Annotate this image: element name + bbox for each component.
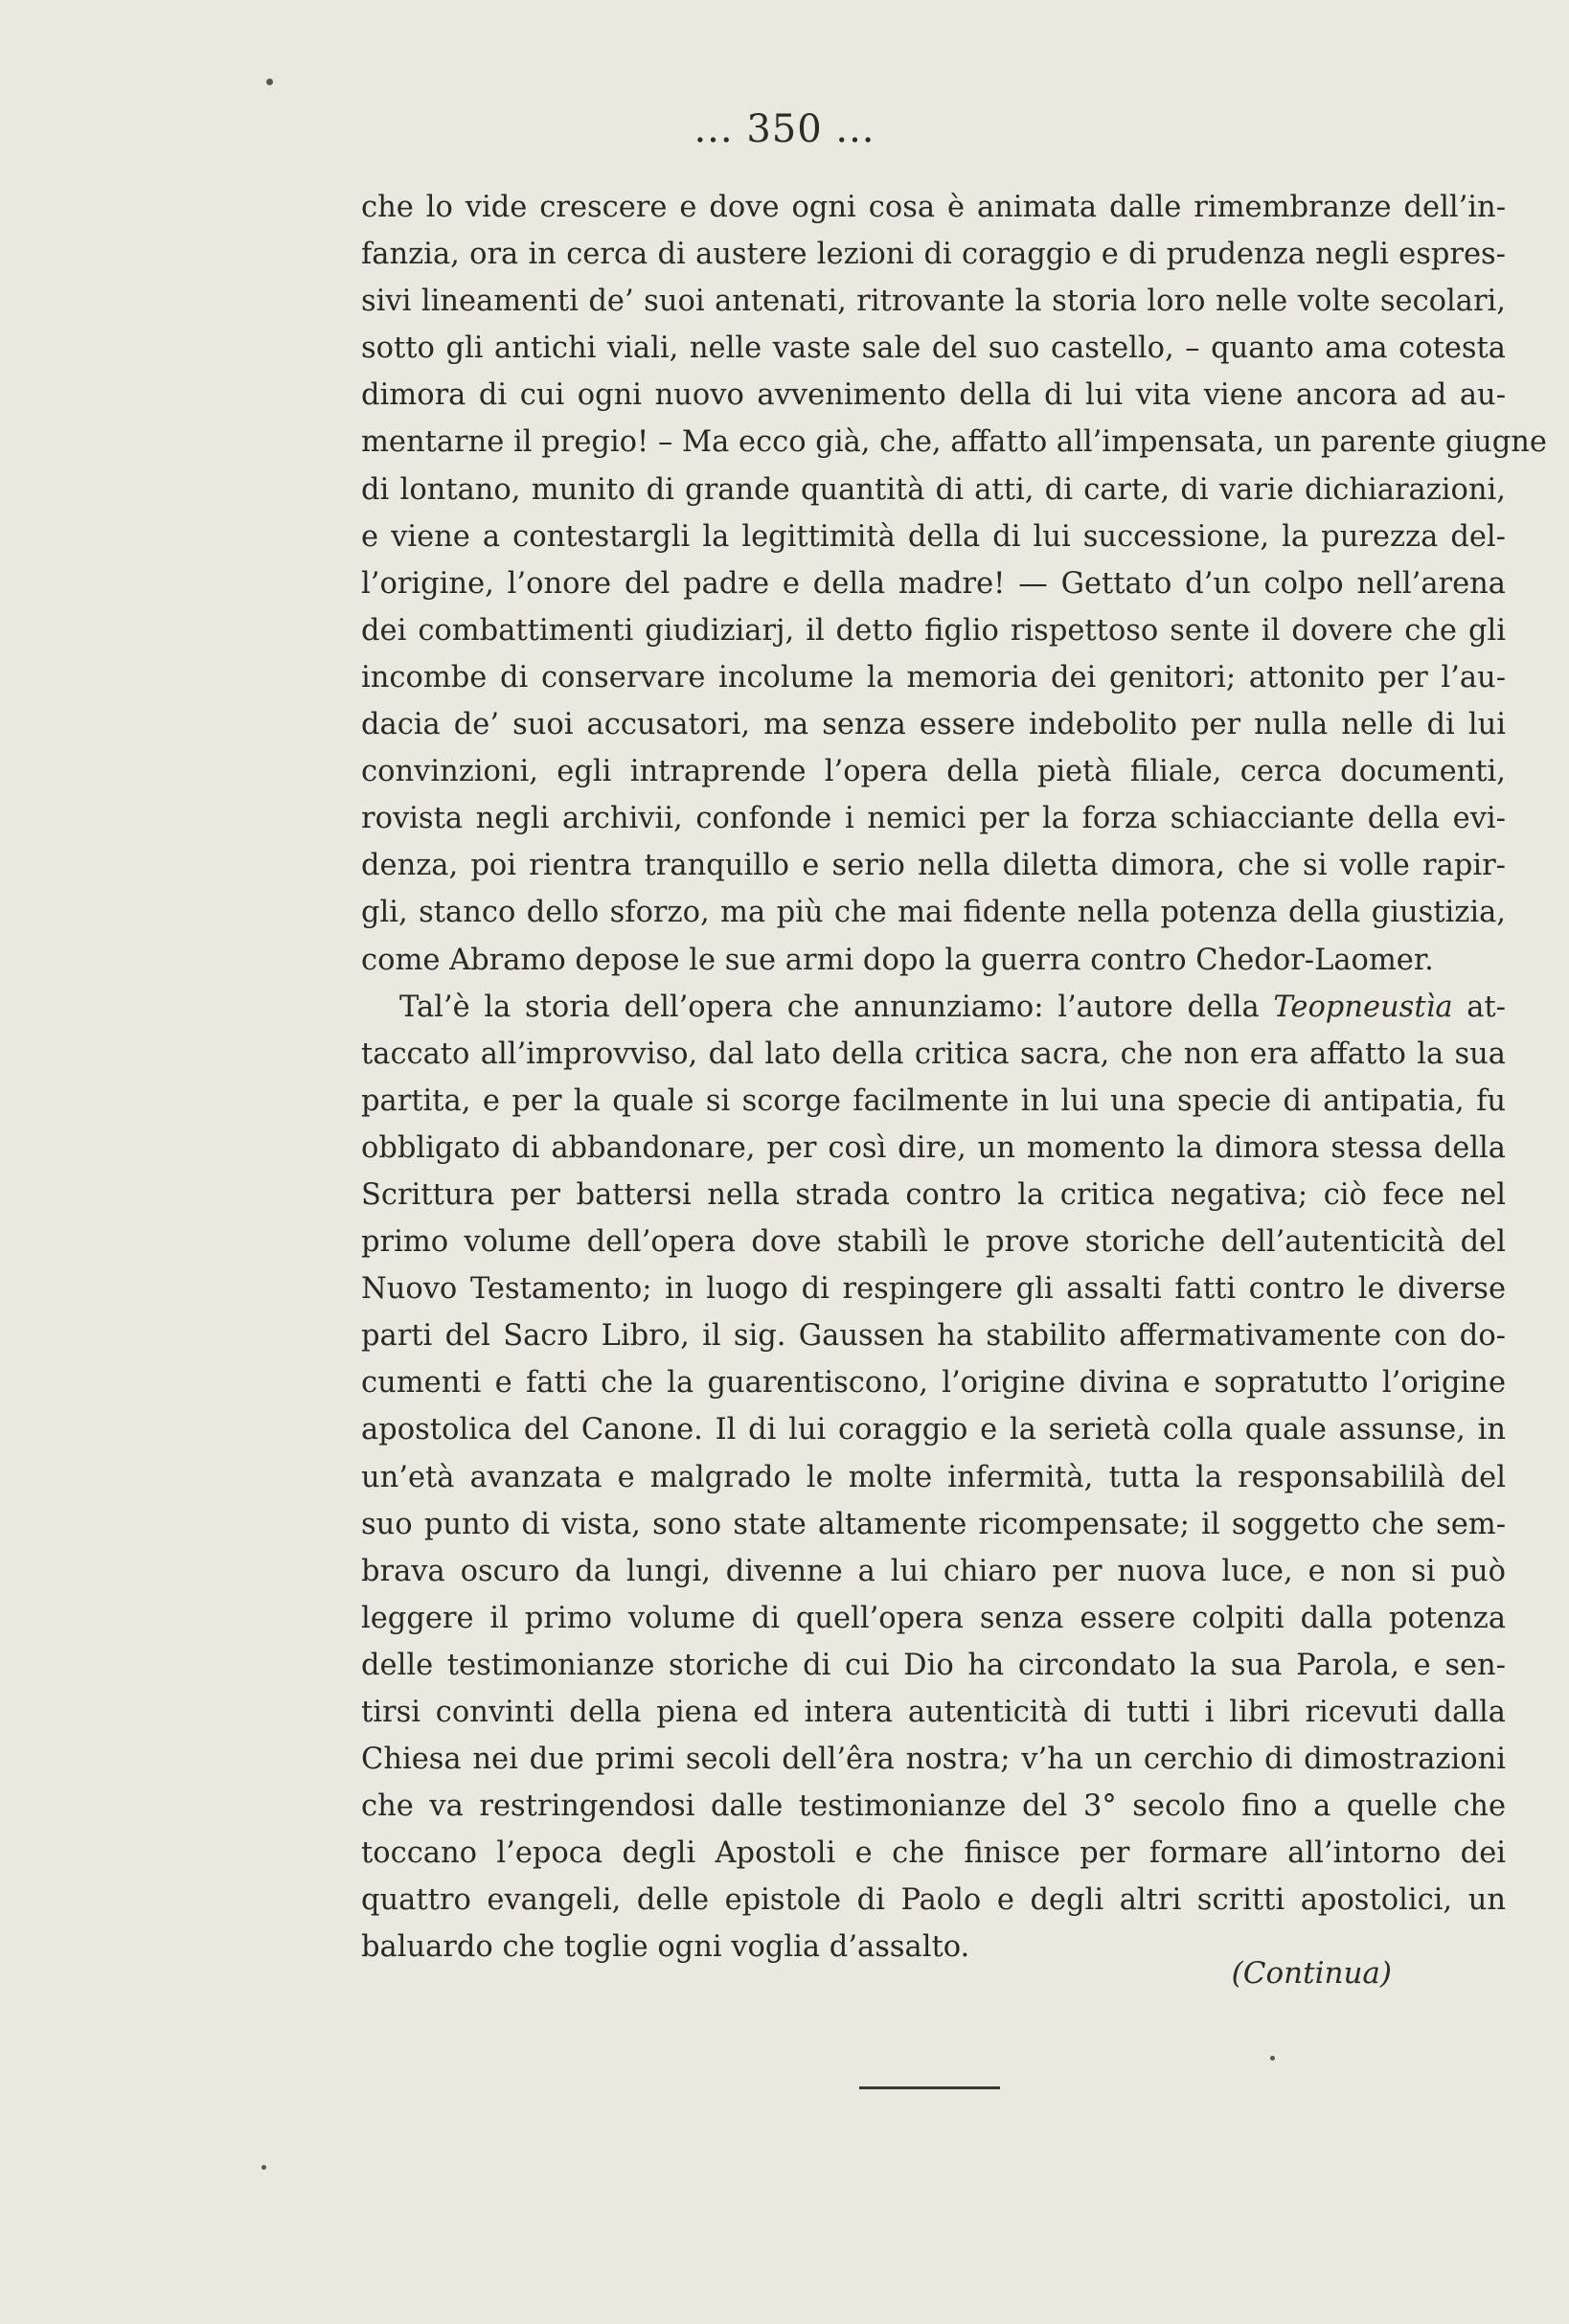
paragraph-1	[361, 184, 1547, 984]
book-title-italic: Teopneustìa	[1273, 990, 1453, 1024]
text-line: mentarne il pregio! – Ma ecco già, che, affatto all’impensata, un parente giugne	[361, 425, 1547, 460]
text-line: cumenti e fatti che la guarentiscono, l’origine divina e sopratutto l’origine	[361, 1366, 1506, 1401]
text-line: sivi lineamenti de’ suoi antenati, ritrovante la storia loro nelle volte secolari,	[361, 285, 1506, 319]
text-line: rovista negli archivii, confonde i nemici per la forza schiacciante della evi-	[361, 802, 1506, 836]
text-line: quattro evangeli, delle epistole di Paolo e degli altri scritti apostolici, un	[361, 1883, 1506, 1918]
text-line: di lontano, munito di grande quantità di atti, di carte, di varie dichiarazioni,	[361, 472, 1506, 507]
text-line: come Abramo depose le sue armi dopo la guerra contro Chedor-Laomer.	[361, 943, 1434, 977]
text-line: apostolica del Canone. Il di lui coraggio e la serietà colla quale assunse, in	[361, 1413, 1506, 1447]
text-line: Scrittura per battersi nella strada contro la critica negativa; ciò fece nel	[361, 1177, 1506, 1212]
text-line: Nuovo Testamento; in luogo di respingere gli assalti fatti contro le diverse	[361, 1272, 1506, 1307]
text-line: un’età avanzata e malgrado le molte infermità, tutta la responsabililà del	[361, 1460, 1506, 1494]
text-line: che lo vide crescere e dove ogni cosa è animata dalle rimembranze dell’in-	[361, 191, 1506, 224]
text-line: convinzioni, egli intraprende l’opera della pietà filiale, cerca documenti,	[361, 755, 1506, 789]
text-line: leggere il primo volume di quell’opera senza essere colpiti dalla potenza	[361, 1601, 1506, 1635]
text-line: suo punto di vista, sono state altamente ricompensate; il soggetto che sem-	[361, 1507, 1506, 1541]
text-line: che va restringendosi dalle testimonianze del 3° secolo fino a quelle che	[361, 1789, 1506, 1824]
text-line: dei combattimenti giudiziarj, il detto figlio rispettoso sente il dovere che gli	[361, 613, 1506, 648]
text-line: denza, poi rientra tranquillo e serio nella diletta dimora, che si volle rapir-	[361, 849, 1506, 883]
text-line: taccato all’improvviso, dal lato della critica sacra, che non era affatto la sua	[361, 1037, 1506, 1071]
text-line: gli, stanco dello sforzo, ma più che mai fidente nella potenza della giustizia,	[361, 896, 1506, 930]
text-line: sotto gli antichi viali, nelle vaste sale del suo castello, – quanto ama cotesta	[361, 331, 1506, 366]
ink-speck	[1270, 2056, 1275, 2061]
text-line: dimora di cui ogni nuovo avvenimento della di lui vita viene ancora ad au-	[361, 378, 1506, 413]
text-line: primo volume dell’opera dove stabilì le prove storiche dell’autenticità del	[361, 1225, 1506, 1260]
text-fragment: Tal’è la storia dell’opera che annunziamo: l’autore della	[399, 990, 1274, 1024]
text-line: Chiesa nei due primi secoli dell’êra nostra; v’ha un cerchio di dimostrazioni	[361, 1743, 1506, 1777]
ink-speck	[262, 2165, 266, 2170]
text-line: obbligato di abbandonare, per così dire, un momento la dimora stessa della	[361, 1130, 1506, 1165]
paragraph-2	[361, 984, 1506, 1971]
text-line-first	[361, 984, 1506, 1031]
page-number: ... 350 ...	[694, 107, 875, 151]
section-rule	[859, 2086, 1000, 2089]
text-line: delle testimonianze storiche di cui Dio ha circondato la sua Parola, e sen-	[361, 1648, 1506, 1682]
text-line: partita, e per la quale si scorge facilmente in lui una specie di antipatia, fu	[361, 1083, 1506, 1118]
continued-note: (Continua)	[1231, 1956, 1392, 1991]
text-line: l’origine, l’onore del padre e della madre! — Gettato d’un colpo nell’arena	[361, 566, 1506, 601]
text-line: baluardo che toglie ogni voglia d’assalto.	[361, 1930, 970, 1965]
text-line: dacia de’ suoi accusatori, ma senza essere indebolito per nulla nelle di lui	[361, 708, 1506, 742]
text-line: e viene a contestargli la legittimità della di lui successione, la purezza del-	[361, 519, 1506, 554]
text-line: toccano l’epoca degli Apostoli e che finisce per formare all’intorno dei	[361, 1836, 1506, 1871]
ink-speck	[266, 79, 273, 85]
text-line: incombe di conservare incolume la memoria dei genitori; attonito per l’au-	[361, 660, 1506, 695]
text-line: parti del Sacro Libro, il sig. Gaussen ha stabilito affermativamente con do-	[361, 1319, 1506, 1354]
text-line: fanzia, ora in cerca di austere lezioni di coraggio e di prudenza negli espres-	[361, 238, 1506, 272]
text-fragment: at-	[1452, 990, 1506, 1024]
text-line: tirsi convinti della piena ed intera autenticità di tutti i libri ricevuti dalla	[361, 1696, 1506, 1729]
body-text	[361, 184, 1547, 1971]
text-line: brava oscuro da lungi, divenne a lui chiaro per nuova luce, e non si può	[361, 1554, 1506, 1588]
